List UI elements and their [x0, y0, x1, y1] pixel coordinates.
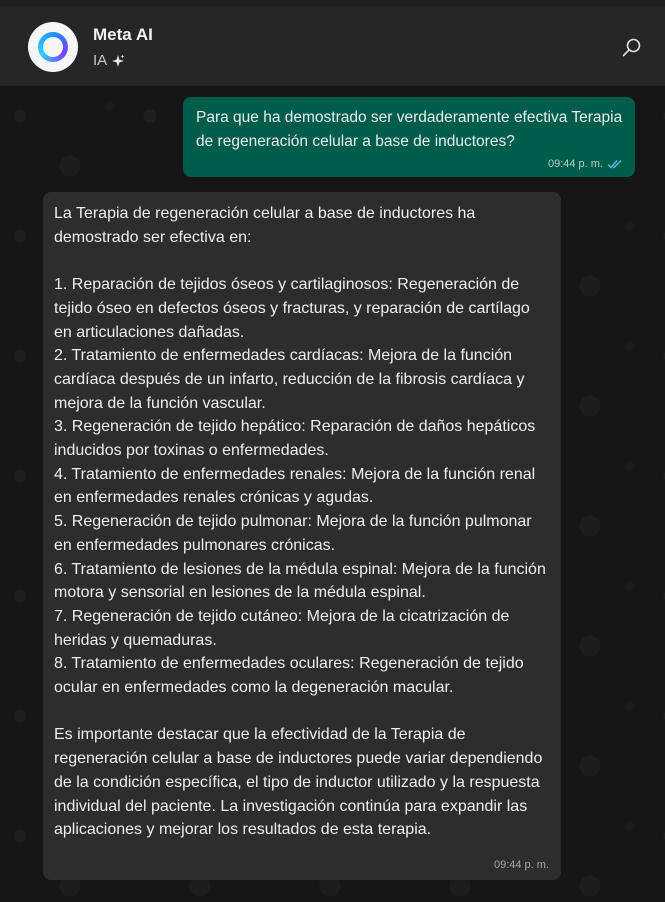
list-item: 6. Tratamiento de lesiones de la médula espinal: Mejora de la función motora y sensorial en lesiones de la médula espinal.	[54, 560, 546, 602]
list-item: 5. Regeneración de tejido pulmonar: Mejora de la función pulmonar en enfermedades pulmonares crónicas.	[54, 513, 532, 554]
meta-ai-logo-icon	[38, 32, 68, 62]
outgoing-message-text: Para que ha demostrado ser verdaderamente efectiva Terapia de regeneración celular a base de inductores?	[196, 109, 623, 150]
search-icon[interactable]	[621, 37, 643, 59]
list-item: 2. Tratamiento de enfermedades cardíacas: Mejora de la función cardíaca después de un infarto, reducción de la fibrosis cardíaca y mejora de la función vascular.	[54, 347, 525, 412]
double-check-icon	[607, 159, 623, 169]
outgoing-message-time: 09:44 p. m.	[547, 158, 603, 170]
message-conclusion: Es importante destacar que la efectividad de la Terapia de regeneración celular a base de inductores puede variar dependiendo de la condición específica, el tipo de inductor utilizado y la respuesta individual del paciente. La investigación continúa para expandir las aplicaciones y mejorar los resultados de esta terapia.	[54, 726, 543, 839]
incoming-message-time: 09:44 p. m.	[493, 859, 549, 871]
list-item: 3. Regeneración de tejido hepático: Reparación de daños hepáticos inducidos por toxinas o enfermedades.	[54, 418, 536, 460]
sparkle-icon	[111, 54, 125, 68]
chat-header	[0, 6, 665, 87]
outgoing-message[interactable]	[183, 97, 635, 177]
list-item: 4. Tratamiento de enfermedades renales: Mejora de la función renal en enfermedades renales crónicas y agudas.	[54, 465, 536, 507]
outgoing-message-meta	[548, 158, 623, 170]
contact-name[interactable]: Meta AI	[93, 25, 153, 44]
incoming-message[interactable]	[43, 192, 561, 880]
contact-subtitle	[93, 52, 125, 69]
contact-subtitle-label: IA	[93, 52, 108, 69]
list-item: 7. Regeneración de tejido cutáneo: Mejora de la cicatrización de heridas y quemaduras.	[54, 607, 510, 649]
list-item: 8. Tratamiento de enfermedades oculares: Regeneración de tejido ocular en enfermedades como la degeneración macular.	[54, 655, 524, 697]
incoming-message-text	[54, 202, 547, 842]
message-intro: La Terapia de regeneración celular a base de inductores ha demostrado ser efectiva en:	[54, 205, 476, 246]
contact-avatar[interactable]	[28, 22, 78, 72]
list-item: 1. Reparación de tejidos óseos y cartilaginosos: Regeneración de tejido óseo en defectos óseos y fracturas, y reparación de cartílago en articulaciones dañadas.	[54, 276, 530, 341]
